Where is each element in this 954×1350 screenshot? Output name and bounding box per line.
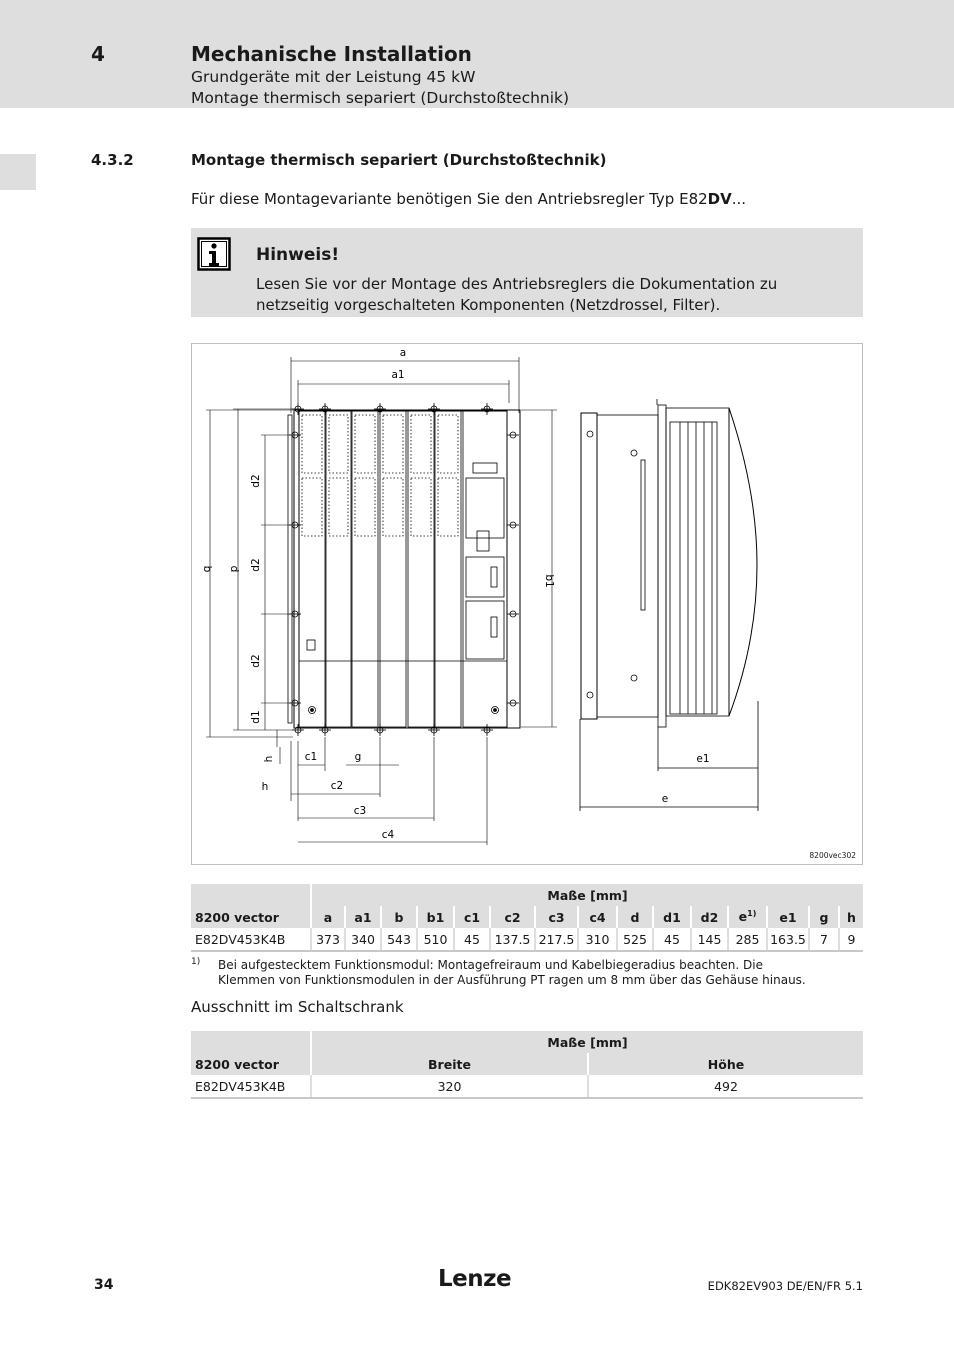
note-box [191, 228, 863, 317]
col-header: a [311, 906, 345, 928]
table-cell: 373 [311, 928, 345, 951]
table-cell: 9 [839, 928, 863, 951]
table-cell: 217.5 [535, 928, 578, 951]
table-cell: 310 [578, 928, 617, 951]
dim-label-c2: c2 [330, 780, 344, 792]
cutout-heading: Ausschnitt im Schaltschrank [191, 998, 404, 1016]
dimensions-table [191, 884, 863, 952]
col-header-e: $e^{1)}$ [728, 906, 767, 928]
table-cell: E82DV453K4B [191, 1075, 311, 1098]
footnote-mark: 1) [191, 957, 201, 967]
cutout-group-header-row [191, 1031, 863, 1053]
cutout-group-header: Maße [mm] [311, 1031, 863, 1053]
dimension-drawing [191, 343, 863, 865]
cutout-row-header: 8200 vector [191, 1053, 311, 1075]
dim-label-c1: c1 [304, 751, 318, 763]
table-group-header-row [191, 884, 863, 906]
section-number: 4.3.2 [91, 151, 134, 169]
col-header: b1 [417, 906, 454, 928]
col-header: e1 [767, 906, 809, 928]
chapter-side-tab [0, 154, 36, 190]
table-cell: 320 [311, 1075, 588, 1098]
drawing-svg [192, 344, 864, 866]
intro-type-bold: DV [707, 190, 732, 208]
table-column-header-row [191, 906, 863, 928]
col-header: b [381, 906, 417, 928]
col-header: g [809, 906, 839, 928]
dim-label-h-vertical: h [263, 755, 275, 763]
chapter-subtitle-2: Montage thermisch separiert (Durchstoßtechnik) [191, 89, 570, 107]
chapter-number: 4 [91, 42, 105, 66]
lenze-logo: Lenze [438, 1266, 512, 1292]
col-header: c2 [490, 906, 535, 928]
note-title: Hinweis! [256, 245, 340, 265]
table-cell: 543 [381, 928, 417, 951]
table-cell: 137.5 [490, 928, 535, 951]
table-cell: 45 [454, 928, 490, 951]
table-row-header: 8200 vector [191, 906, 311, 928]
dim-label-b1: b1 [543, 574, 555, 588]
col-header: c1 [454, 906, 490, 928]
col-header: d [617, 906, 653, 928]
dim-label-g: g [354, 751, 362, 763]
col-header-hoehe: Höhe [588, 1053, 863, 1075]
dim-label-c3: c3 [353, 805, 367, 817]
dim-label-e: e [661, 793, 669, 805]
figure-code: 8200vec302 [809, 851, 856, 860]
dim-label-c4: c4 [381, 829, 395, 841]
table-cell: 510 [417, 928, 454, 951]
table-cell: E82DV453K4B [191, 928, 311, 951]
table-cell: 340 [345, 928, 381, 951]
table-cell: 163.5 [767, 928, 809, 951]
table-group-header: Maße [mm] [311, 884, 863, 906]
col-header: a1 [345, 906, 381, 928]
intro-ellipsis: ... [731, 190, 747, 208]
dim-label-d: d [228, 565, 240, 573]
table-row [191, 1075, 863, 1098]
chapter-title: Mechanische Installation [191, 42, 472, 66]
table-cell: 492 [588, 1075, 863, 1098]
dim-label-d2-c: d2 [250, 654, 262, 668]
table-cell: 7 [809, 928, 839, 951]
col-header: d2 [691, 906, 728, 928]
dim-label-d2-b: d2 [250, 558, 262, 572]
col-header: c3 [535, 906, 578, 928]
table-cell: 525 [617, 928, 653, 951]
intro-text: Für diese Montagevariante benötigen Sie den Antriebsregler Typ E82 [191, 190, 708, 208]
dim-label-d2-a: d2 [250, 474, 262, 488]
page-number: 34 [94, 1277, 114, 1293]
table-cell: 45 [653, 928, 691, 951]
footnote-text: Bei aufgestecktem Funktionsmodul: Montagefreiraum und Kabelbiegeradius beachten. Die Klemmen von Funktionsmodulen in der Ausführung PT ragen um 8 mm über das Gehäuse hinaus. [218, 958, 806, 987]
note-text: Lesen Sie vor der Montage des Antriebsreglers die Dokumentation zu netzseitig vorgeschalteten Komponenten (Netzdrossel, Filter). [256, 275, 778, 314]
dim-label-h: h [261, 781, 269, 793]
dim-label-a: a [399, 347, 407, 359]
intro-paragraph [191, 190, 746, 208]
document-code: EDK82EV903 DE/EN/FR 5.1 [707, 1279, 863, 1293]
table-cell: 285 [728, 928, 767, 951]
section-title: Montage thermisch separiert (Durchstoßtechnik) [191, 151, 607, 169]
dim-label-d1: d1 [250, 710, 262, 724]
superscript-footnote-ref: 1) [747, 909, 757, 919]
col-header: c4 [578, 906, 617, 928]
dim-label-a1: a1 [391, 369, 405, 381]
cutout-table [191, 1031, 863, 1099]
dim-label-e1: e1 [696, 753, 710, 765]
table-row [191, 928, 863, 951]
col-header: d1 [653, 906, 691, 928]
table-cell: 145 [691, 928, 728, 951]
cutout-column-header-row [191, 1053, 863, 1075]
col-header: h [839, 906, 863, 928]
info-icon [197, 237, 231, 271]
col-header-breite: Breite [311, 1053, 588, 1075]
dim-label-b: b [201, 565, 213, 573]
chapter-subtitle-1: Grundgeräte mit der Leistung 45 kW [191, 68, 476, 86]
